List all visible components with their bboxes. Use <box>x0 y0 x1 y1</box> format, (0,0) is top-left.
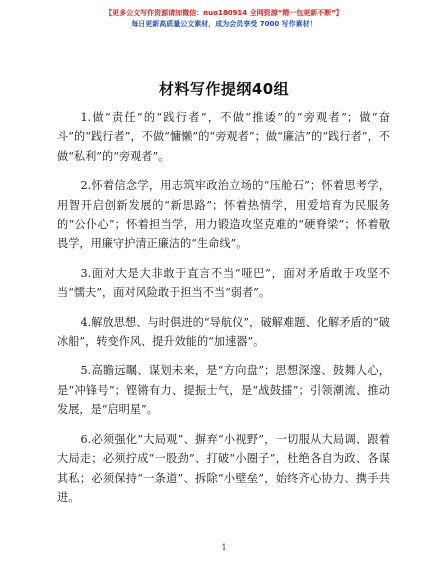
promo-banner <box>0 8 448 30</box>
document-title: 材料写作提纲40组 <box>158 80 290 98</box>
document-body <box>57 108 390 517</box>
paragraph-6: 6.必须强化“大局观”、摒弃“小视野”，一切服从大局调、跟着大局走；必须拧成“一股劲”、打破“小圈子”，杜绝各自为政、各谋其私；必须保持“一条道”、拆除“小壁垒”，始终齐心协力、携手共进。 <box>57 432 390 504</box>
paragraph-4: 4.解放思想、与时俱进的“导航仪”，破解难题、化解矛盾的“破冰船”，转变作风、提升效能的“加速器”。 <box>57 315 390 349</box>
paragraph-5: 5.高瞻远瞩、谋划未来，是“方向盘”；思想深邃、鼓舞人心，是“冲锋号”；铿锵有力、提振士气，是“战鼓擂”；引领潮流、推动发展，是“启明星”。 <box>57 364 390 417</box>
paragraph-1: 1.做“责任”的“践行者”，不做“推诿”的“旁观者”；做“奋斗”的“践行者”，不做“慵懒”的“旁观者”；做“廉洁”的“践行者”，不做“私利”的“旁观者”。 <box>57 111 390 163</box>
promo-line-2: 每日更新高质量公文素材，成为会员享受 7000 写作素材！ <box>131 20 317 28</box>
paragraph-3: 3.面对大是大非敢于直言不当“哑巴”，面对矛盾敢于攻坚不当“懦夫”，面对风险敢于担当不当“弱者”。 <box>57 266 390 300</box>
paragraph-2: 2.怀着信念学，用志筑牢政治立场的“压舱石”；怀着思考学，用智开启创新发展的“新思路”；怀着热情学，用爱培育为民服务的“公仆心”；怀着担当学，用力锻造攻坚克难的“硬脊梁”；怀着敬畏学，用廉守护清正廉洁的“生命线”。 <box>57 179 390 251</box>
promo-line-1: 【更多公文写作资源请加微信：nuo180914 全网资源“精一包更新不断”】 <box>105 9 343 17</box>
page-number: 1 <box>221 543 227 552</box>
